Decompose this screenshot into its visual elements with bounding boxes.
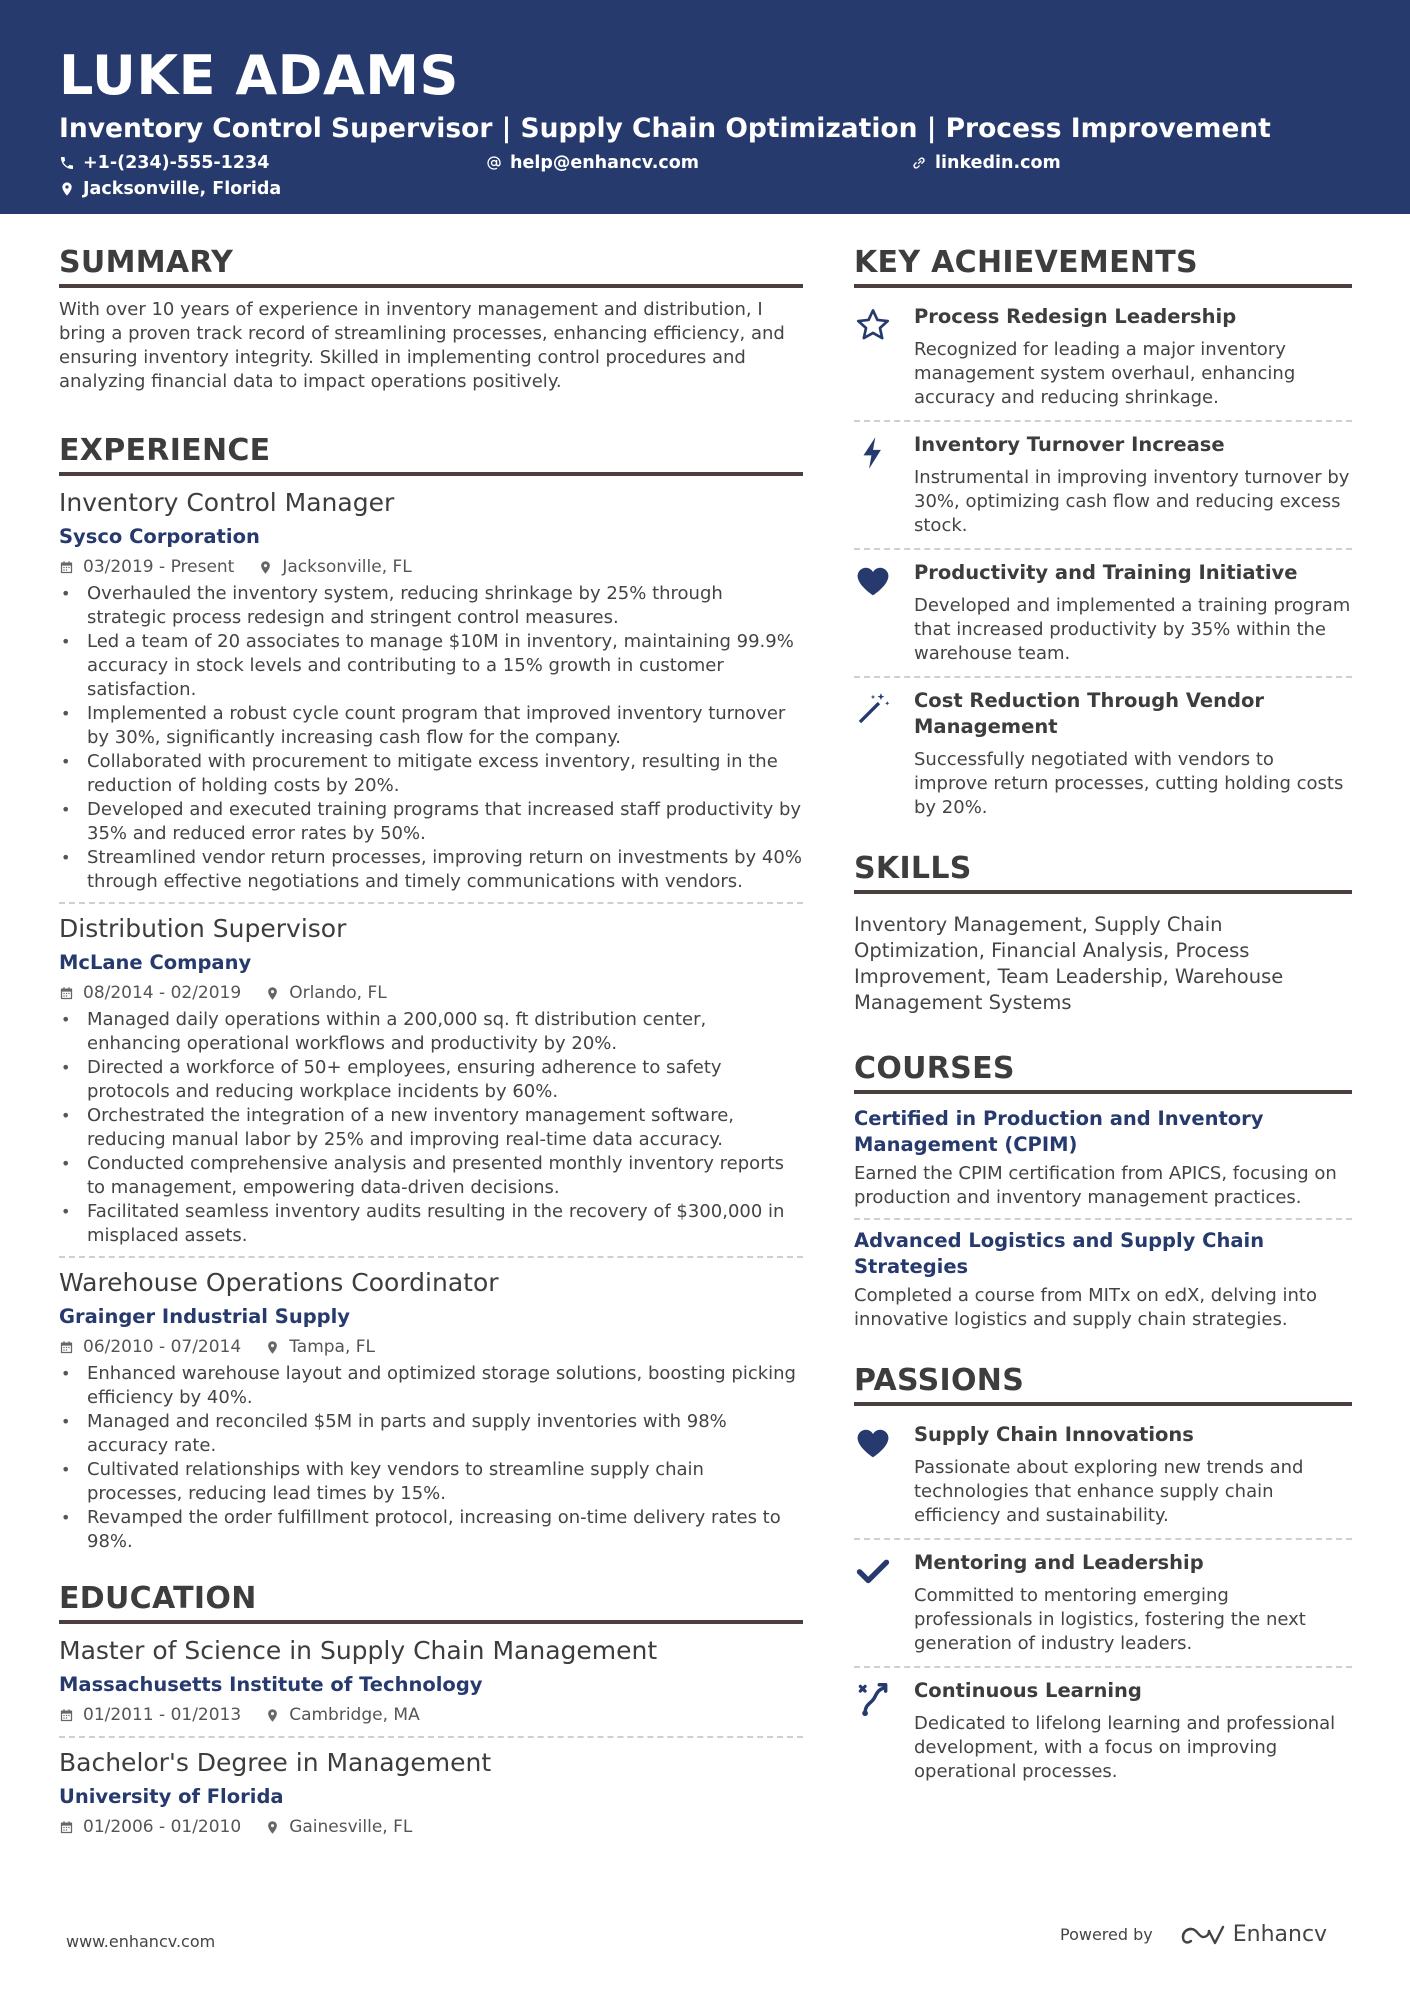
item-description: Committed to mentoring emerging professionals in logistics, fostering the next generation of industry leaders. — [914, 1585, 1306, 1654]
passions-item — [854, 1672, 1352, 1792]
achievements-item — [854, 682, 1352, 828]
resume-header — [0, 0, 1410, 214]
item-description: Developed and implemented a training program that increased productivity by 35% within the warehouse team. — [914, 595, 1351, 664]
bullet-item: • Implemented a robust cycle count program that improved inventory turnover by 30%, significantly increasing cash flow for the company. — [59, 702, 803, 750]
passions-item — [854, 1544, 1352, 1664]
meta-row — [59, 554, 803, 580]
date-range: 08/2014 - 02/2019 — [83, 983, 242, 1003]
item-description: Successfully negotiated with vendors to improve return processes, cutting holding costs by 20%. — [914, 749, 1344, 818]
achievements-list — [854, 298, 1352, 828]
summary-title: SUMMARY — [59, 244, 803, 288]
course-description: Completed a course from MITx on edX, delving into innovative logistics and supply chain strategies. — [854, 1285, 1317, 1330]
courses-list — [854, 1106, 1352, 1332]
company-name: Sysco Corporation — [59, 525, 260, 548]
location-text: Jacksonville, Florida — [83, 179, 282, 199]
divider — [854, 676, 1352, 678]
powered-by-label: Powered by — [1060, 1925, 1153, 1944]
education-title: EDUCATION — [59, 1580, 803, 1624]
course-title: Advanced Logistics and Supply Chain Strategies — [854, 1229, 1265, 1278]
divider — [59, 1256, 803, 1258]
date-range: 06/2010 - 07/2014 — [83, 1337, 242, 1357]
item-description: Instrumental in improving inventory turnover by 30%, optimizing cash flow and reducing excess stock. — [914, 467, 1350, 536]
link-icon — [911, 155, 927, 171]
bullet-item: • Developed and executed training programs that increased staff productivity by 35% and reduced error rates by 50%. — [59, 798, 803, 846]
school-name: University of Florida — [59, 1785, 284, 1808]
meta-row — [59, 1814, 803, 1840]
phone-text: +1-(234)-555-1234 — [83, 153, 270, 173]
course-entry — [854, 1228, 1352, 1332]
item-body — [914, 1422, 1352, 1528]
location-pin-icon — [265, 1820, 289, 1835]
date-range: 03/2019 - Present — [83, 557, 235, 577]
experience-title: EXPERIENCE — [59, 432, 803, 476]
item-title: Productivity and Training Initiative — [914, 561, 1298, 584]
item-body — [914, 1678, 1352, 1784]
heart-icon — [854, 1422, 914, 1528]
location — [265, 1814, 412, 1840]
job-title: Distribution Supervisor — [59, 914, 347, 943]
divider — [854, 548, 1352, 550]
divider — [854, 1666, 1352, 1668]
location — [265, 980, 387, 1006]
experience-entry — [59, 912, 803, 1258]
location-pin-icon — [265, 986, 289, 1001]
bullet-item: • Managed and reconciled $5M in parts and supply inventories with 98% accuracy rate. — [59, 1410, 803, 1458]
course-title: Certified in Production and Inventory Management (CPIM) — [854, 1107, 1264, 1156]
location — [265, 1334, 375, 1360]
brand-logo[interactable] — [1179, 1922, 1327, 1947]
school-name: Massachusetts Institute of Technology — [59, 1673, 483, 1696]
achievements-item — [854, 554, 1352, 674]
item-title: Mentoring and Leadership — [914, 1551, 1204, 1574]
bullet-item: • Managed daily operations within a 200,000 sq. ft distribution center, enhancing operational workflows and productivity by 20%. — [59, 1008, 803, 1056]
location-pin-icon — [265, 1708, 289, 1723]
contact-row — [59, 150, 1351, 202]
calendar-icon — [59, 560, 83, 575]
meta-row — [59, 1334, 803, 1360]
item-body — [914, 560, 1352, 666]
education-section — [59, 1580, 803, 1840]
location-text: Cambridge, MA — [289, 1705, 420, 1725]
magic-wand-icon — [854, 688, 914, 820]
contact-phone[interactable] — [59, 150, 269, 176]
at-icon — [486, 155, 502, 171]
location-pin-icon — [265, 1340, 289, 1355]
date-range: 01/2011 - 01/2013 — [83, 1705, 242, 1725]
skills-title: SKILLS — [854, 850, 1352, 894]
contact-location — [59, 176, 281, 202]
divider — [59, 1736, 803, 1738]
achievements-title: KEY ACHIEVEMENTS — [854, 244, 1352, 288]
bullet-item: • Overhauled the inventory system, reducing shrinkage by 25% through strategic process redesign and stringent control measures. — [59, 582, 803, 630]
location-text: Tampa, FL — [289, 1337, 376, 1357]
divider — [854, 1538, 1352, 1540]
email-text: help@enhancv.com — [510, 153, 700, 173]
contact-email[interactable] — [486, 150, 699, 176]
bullet-item: • Collaborated with procurement to mitigate excess inventory, resulting in the reduction of holding costs by 20%. — [59, 750, 803, 798]
date-range: 01/2006 - 01/2010 — [83, 1817, 242, 1837]
item-title: Continuous Learning — [914, 1679, 1142, 1702]
item-title: Inventory Turnover Increase — [914, 433, 1225, 456]
item-title: Cost Reduction Through Vendor Management — [914, 689, 1264, 738]
education-entry — [59, 1746, 803, 1840]
degree: Bachelor's Degree in Management — [59, 1748, 492, 1777]
location-pin-icon — [258, 560, 282, 575]
bullet-item: • Revamped the order fulfillment protocol, increasing on-time delivery rates to 98%. — [59, 1506, 803, 1554]
route-icon — [854, 1678, 914, 1784]
item-title: Supply Chain Innovations — [914, 1423, 1194, 1446]
right-column — [854, 244, 1352, 1792]
location-text: Jacksonville, FL — [282, 557, 412, 577]
education-entry — [59, 1634, 803, 1738]
location-text: Gainesville, FL — [289, 1817, 413, 1837]
courses-section — [854, 1050, 1352, 1332]
item-title: Process Redesign Leadership — [914, 305, 1237, 328]
skills-text: Inventory Management, Supply Chain Optimization, Financial Analysis, Process Improvement, Team Leadership, Warehouse Management Systems — [854, 913, 1284, 1014]
experience-section — [59, 432, 803, 1554]
location — [265, 1702, 420, 1728]
divider — [854, 420, 1352, 422]
heart-icon — [854, 560, 914, 666]
bullet-item: • Led a team of 20 associates to manage $10M in inventory, maintaining 99.9% accuracy in stock levels and contributing to a 15% growth in customer satisfaction. — [59, 630, 803, 702]
item-body — [914, 304, 1352, 410]
achievements-section — [854, 244, 1352, 828]
experience-entry — [59, 486, 803, 904]
bullet-item: • Enhanced warehouse layout and optimized storage solutions, boosting picking efficiency by 40%. — [59, 1362, 803, 1410]
footer-website[interactable]: www.enhancv.com — [66, 1932, 216, 1951]
bullet-item: • Directed a workforce of 50+ employees, ensuring adherence to safety protocols and reducing workplace incidents by 60%. — [59, 1056, 803, 1104]
company-name: Grainger Industrial Supply — [59, 1305, 351, 1328]
calendar-icon — [59, 1820, 83, 1835]
checkmark-icon — [854, 1550, 914, 1656]
bullet-item: • Cultivated relationships with key vendors to streamline supply chain processes, reducing lead times by 15%. — [59, 1458, 803, 1506]
company-name: McLane Company — [59, 951, 252, 974]
linkedin-text: linkedin.com — [935, 153, 1061, 173]
candidate-name: LUKE ADAMS — [59, 44, 459, 107]
calendar-icon — [59, 986, 83, 1001]
passions-list — [854, 1416, 1352, 1792]
star-icon — [854, 304, 914, 410]
bullet-item: • Orchestrated the integration of a new inventory management software, reducing manual labor by 25% and improving real-time data accuracy. — [59, 1104, 803, 1152]
calendar-icon — [59, 1708, 83, 1723]
passions-title: PASSIONS — [854, 1362, 1352, 1406]
achievements-item — [854, 426, 1352, 546]
contact-linkedin[interactable] — [911, 150, 1061, 176]
brand-name: Enhancv — [1232, 1922, 1328, 1947]
bullet-item: • Conducted comprehensive analysis and presented monthly inventory reports to management, empowering data-driven decisions. — [59, 1152, 803, 1200]
item-description: Recognized for leading a major inventory management system overhaul, enhancing accuracy and reducing shrinkage. — [914, 339, 1296, 408]
job-title: Inventory Control Manager — [59, 488, 395, 517]
location — [258, 554, 411, 580]
bullet-item: • Facilitated seamless inventory audits resulting in the recovery of $300,000 in misplaced assets. — [59, 1200, 803, 1248]
job-title: Warehouse Operations Coordinator — [59, 1268, 499, 1297]
left-column — [59, 244, 803, 1840]
bolt-icon — [854, 432, 914, 538]
location-text: Orlando, FL — [289, 983, 387, 1003]
summary-section — [59, 244, 803, 394]
meta-row — [59, 1702, 803, 1728]
phone-icon — [59, 155, 75, 171]
divider — [59, 902, 803, 904]
item-body — [914, 1550, 1352, 1656]
item-description: Dedicated to lifelong learning and professional development, with a focus on improving operational processes. — [914, 1713, 1336, 1782]
summary-text: With over 10 years of experience in inventory management and distribution, I bring a proven track record of streamlining processes, enhancing efficiency, and ensuring inventory integrity. Skilled in implementing control procedures and analyzing financial data to impact operations positively. — [59, 299, 785, 392]
achievement-bullets — [59, 1008, 803, 1248]
meta-row — [59, 980, 803, 1006]
achievement-bullets — [59, 1362, 803, 1554]
enhancv-logo-icon — [1179, 1923, 1225, 1947]
achievement-bullets — [59, 582, 803, 894]
calendar-icon — [59, 1340, 83, 1355]
course-entry — [854, 1106, 1352, 1210]
courses-title: COURSES — [854, 1050, 1352, 1094]
course-description: Earned the CPIM certification from APICS, focusing on production and inventory management practices. — [854, 1163, 1337, 1208]
degree: Master of Science in Supply Chain Management — [59, 1636, 658, 1665]
location-pin-icon — [59, 181, 75, 197]
experience-list — [59, 486, 803, 1554]
item-body — [914, 688, 1352, 820]
divider — [854, 1218, 1352, 1220]
experience-entry — [59, 1266, 803, 1554]
item-description: Passionate about exploring new trends and technologies that enhance supply chain efficiency and sustainability. — [914, 1457, 1304, 1526]
footer-branding — [1060, 1922, 1327, 1947]
candidate-headline: Inventory Control Supervisor | Supply Chain Optimization | Process Improvement — [59, 113, 1271, 144]
education-list — [59, 1634, 803, 1840]
skills-section — [854, 850, 1352, 1016]
passions-item — [854, 1416, 1352, 1536]
passions-section — [854, 1362, 1352, 1792]
bullet-item: • Streamlined vendor return processes, improving return on investments by 40% through effective negotiations and timely communications with vendors. — [59, 846, 803, 894]
item-body — [914, 432, 1352, 538]
achievements-item — [854, 298, 1352, 418]
